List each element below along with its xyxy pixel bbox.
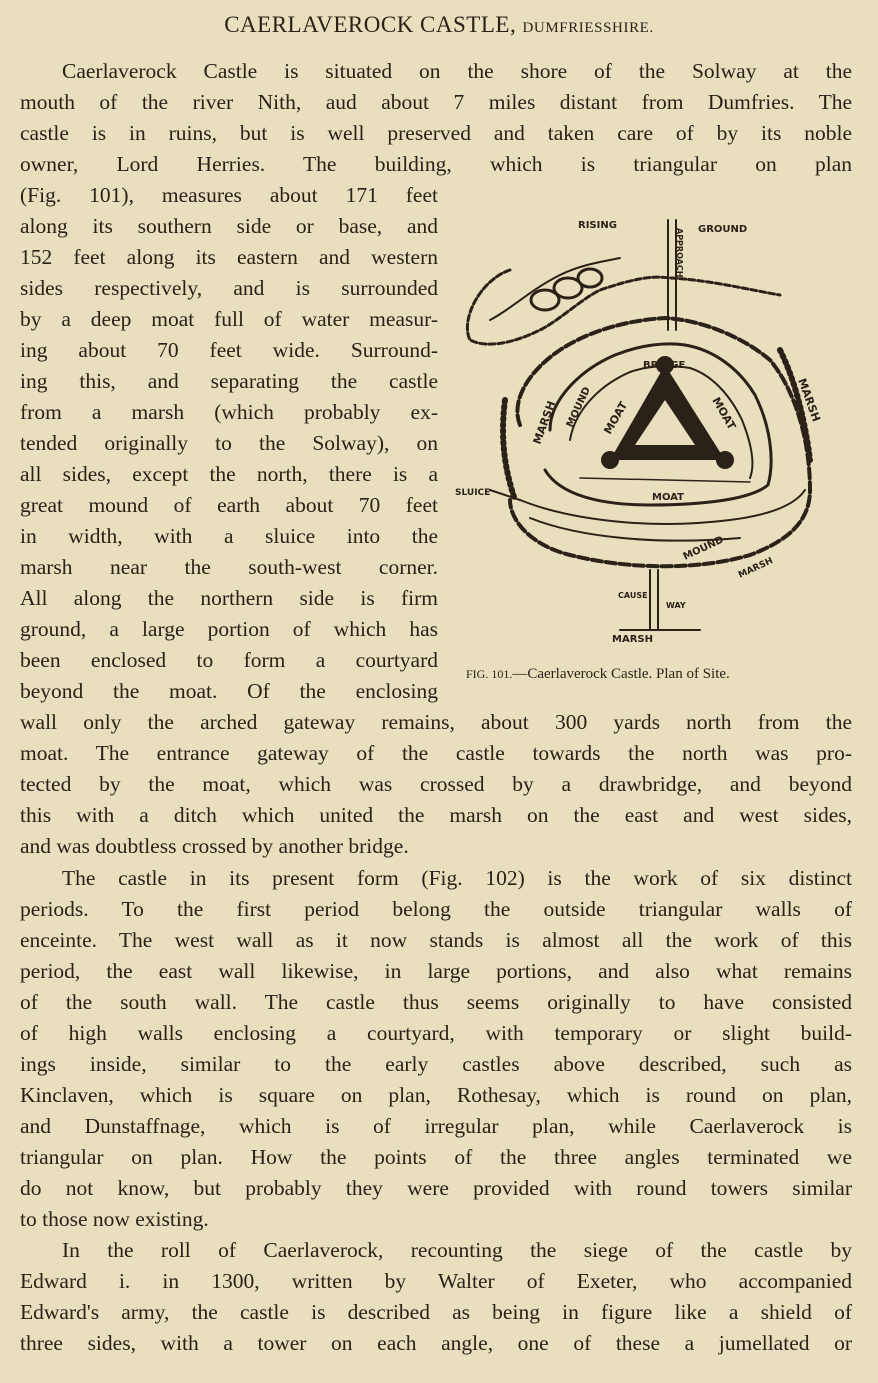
text-line: periods. To the first period belong the outside triangular walls of — [20, 897, 852, 921]
text-line: 152 feet along its eastern and western — [20, 245, 438, 269]
page-title — [0, 12, 878, 38]
text-line: sides respectively, and is surrounded — [20, 276, 438, 300]
text-line: Kinclaven, which is square on plan, Rothesay, which is round on plan, — [20, 1083, 852, 1107]
label-marsh-southeast: MARSH — [737, 556, 775, 581]
text-line: wall only the arched gateway remains, about 300 yards north from the — [20, 710, 852, 734]
text-line: great mound of earth about 70 feet — [20, 493, 438, 517]
text-line: All along the northern side is firm — [20, 586, 438, 610]
text-line: and Dunstaffnage, which is of irregular plan, while Caerlaverock is — [20, 1114, 852, 1138]
site-plan-drawing — [450, 200, 860, 660]
text-line: period, the east wall likewise, in large portions, and also what remains — [20, 959, 852, 983]
text-line: do not know, but probably they were provided with round towers similar — [20, 1176, 852, 1200]
text-line: this with a ditch which united the marsh on the east and west sides, — [20, 803, 852, 827]
text-line: Edward's army, the castle is described as being in figure like a shield of — [20, 1300, 852, 1324]
text-line: Caerlaverock Castle is situated on the shore of the Solway at the — [62, 59, 852, 83]
label-causeway-b: WAY — [666, 601, 686, 610]
label-moat-west: MOAT — [601, 399, 631, 437]
label-sluice: SLUICE — [455, 488, 491, 498]
text-line: ing this, and separating the castle — [20, 369, 438, 393]
label-ground: GROUND — [698, 224, 748, 235]
text-line: of the south wall. The castle thus seems originally to have consisted — [20, 990, 852, 1014]
site-plan-figure — [450, 200, 860, 700]
label-rising: RISING — [578, 220, 617, 231]
text-line: Edward i. in 1300, written by Walter of Exeter, who accompanied — [20, 1269, 852, 1293]
label-causeway-a: CAUSE — [618, 591, 648, 600]
text-line: mouth of the river Nith, aud about 7 miles distant from Dumfries. The — [20, 90, 852, 114]
figure-caption-label: FIG. 101. — [466, 667, 513, 681]
text-line: tended originally to the Solway), on — [20, 431, 438, 455]
label-bridge: BRIDGE — [643, 360, 686, 371]
text-line: The castle in its present form (Fig. 102) is the work of six distinct — [62, 866, 852, 890]
title-main: CAERLAVEROCK CASTLE, — [224, 12, 517, 37]
text-line: by a deep moat full of water measur- — [20, 307, 438, 331]
text-line: tected by the moat, which was crossed by a drawbridge, and beyond — [20, 772, 852, 796]
title-county: DUMFRIESSHIRE. — [522, 20, 654, 36]
text-line: In the roll of Caerlaverock, recounting the siege of the castle by — [62, 1238, 852, 1262]
figure-caption — [466, 666, 866, 683]
text-line: marsh near the south-west corner. — [20, 555, 438, 579]
text-line: ing about 70 feet wide. Surround- — [20, 338, 438, 362]
text-line: along its southern side or base, and — [20, 214, 438, 238]
text-line: ground, a large portion of which has — [20, 617, 438, 641]
text-line: three sides, with a tower on each angle, one of these a jumellated or — [20, 1331, 852, 1355]
text-line: (Fig. 101), measures about 171 feet — [20, 183, 438, 207]
text-line: beyond the moat. Of the enclosing — [20, 679, 438, 703]
text-line: ings inside, similar to the early castles above described, such as — [20, 1052, 852, 1076]
text-line: owner, Lord Herries. The building, which is triangular on plan — [20, 152, 852, 176]
label-mound-west: MOUND — [564, 385, 593, 430]
label-moat-south: MOAT — [652, 492, 684, 503]
text-line: been enclosed to form a courtyard — [20, 648, 438, 672]
label-moat-east: MOAT — [709, 395, 739, 432]
text-line: in width, with a sluice into the — [20, 524, 438, 548]
text-line: triangular on plan. How the points of the three angles terminated we — [20, 1145, 852, 1169]
label-mound-south: MOUND — [681, 534, 726, 563]
text-line: to those now existing. — [20, 1207, 209, 1231]
label-marsh-west: MARSH — [530, 399, 559, 447]
label-approach: APPROACH — [675, 228, 684, 278]
text-line: and was doubtless crossed by another bridge. — [20, 834, 409, 858]
figure-caption-text: —Caerlaverock Castle. Plan of Site. — [512, 666, 730, 682]
label-marsh-east: MARSH — [795, 376, 823, 424]
text-line: moat. The entrance gateway of the castle towards the north was pro- — [20, 741, 852, 765]
text-line: castle is in ruins, but is well preserved and taken care of by its noble — [20, 121, 852, 145]
text-line: all sides, except the north, there is a — [20, 462, 438, 486]
text-line: of high walls enclosing a courtyard, with temporary or slight build- — [20, 1021, 852, 1045]
label-marsh-south: MARSH — [612, 634, 653, 645]
text-line: enceinte. The west wall as it now stands is almost all the work of this — [20, 928, 852, 952]
text-line: from a marsh (which probably ex- — [20, 400, 438, 424]
